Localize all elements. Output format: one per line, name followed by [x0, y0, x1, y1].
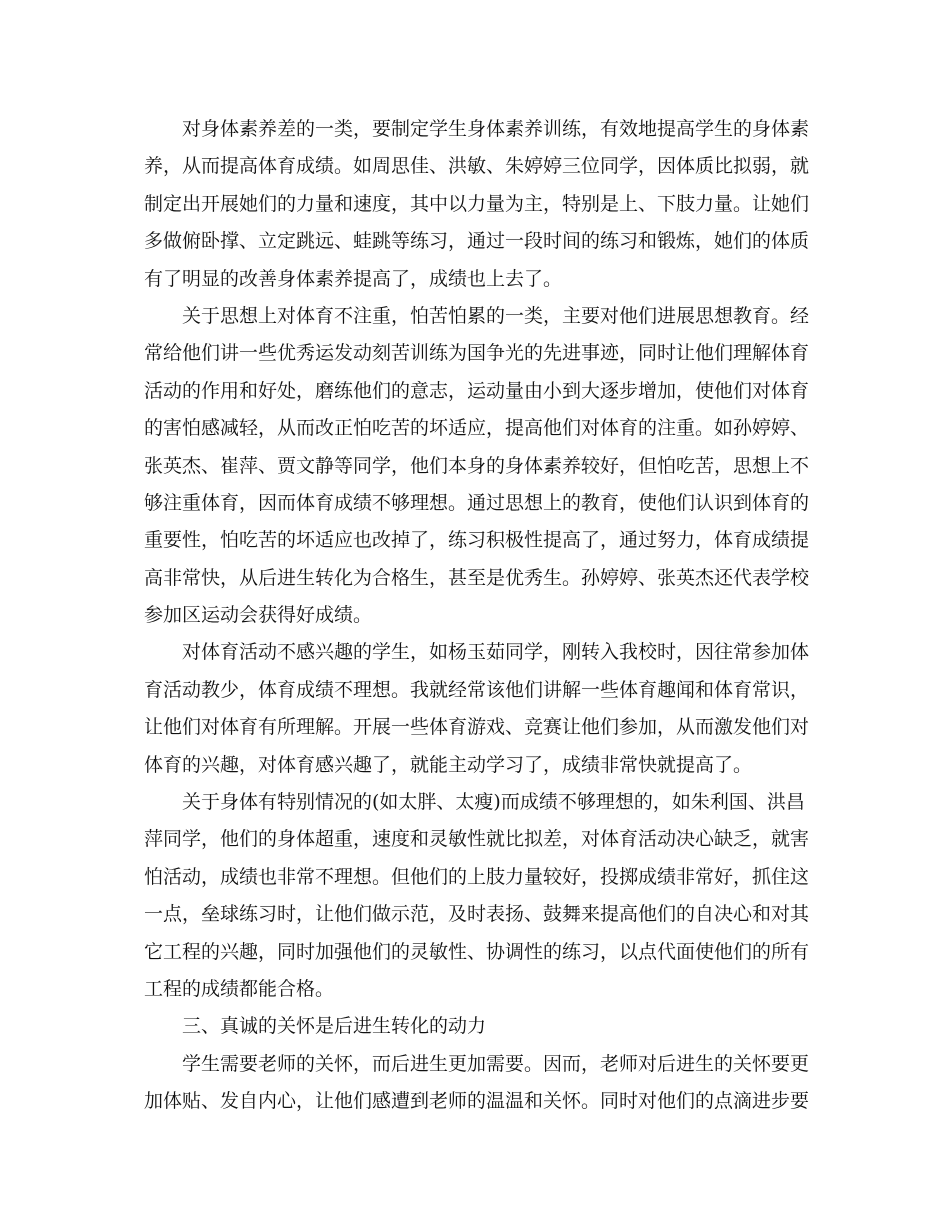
- paragraph-2-line-8: 高非常快，从后进生转化为合格生，甚至是优秀生。孙婷婷、张英杰还代表学校: [144, 566, 810, 589]
- paragraph-3-line-1: 对体育活动不感兴趣的学生，如杨玉茹同学，刚转入我校时，因往常参加体: [182, 641, 810, 664]
- paragraph-4-line-6: 工程的成绩都能合格。: [144, 977, 335, 1000]
- paragraph-4-line-5: 它工程的兴趣，同时加强他们的灵敏性、协调性的练习，以点代面使他们的所有: [144, 940, 810, 963]
- paragraph-4-line-4: 一点，垒球练习时，让他们做示范，及时表扬、鼓舞来提高他们的自决心和对其: [144, 903, 810, 926]
- section-heading: 三、真诚的关怀是后进生转化的动力: [182, 1015, 487, 1038]
- paragraph-1-line-3: 制定出开展她们的力量和速度，其中以力量为主，特别是上、下肢力量。让她们: [144, 192, 810, 215]
- paragraph-1-line-5: 有了明显的改善身体素养提高了，成绩也上去了。: [144, 267, 563, 290]
- paragraph-2-line-6: 够注重体育，因而体育成绩不够理想。通过思想上的教育，使他们认识到体育的: [144, 491, 810, 514]
- paragraph-1-line-1: 对身体素养差的一类，要制定学生身体素养训练，有效地提高学生的身体素: [182, 118, 810, 140]
- paragraph-2-line-2: 常给他们讲一些优秀运发动刻苦训练为国争光的先进事迹，同时让他们理解体育: [144, 342, 810, 365]
- paragraph-3-line-3: 让他们对体育有所理解。开展一些体育游戏、竞赛让他们参加，从而激发他们对: [144, 716, 810, 739]
- paragraph-6-line-2: 加体贴、发自内心，让他们感遭到老师的温温和关怀。同时对他们的点滴进步要: [144, 1090, 810, 1113]
- paragraph-4-line-1: 关于身体有特别情况的(如太胖、太瘦)而成绩不够理想的，如朱利国、洪昌: [182, 791, 805, 814]
- paragraph-2-line-9: 参加区运动会获得好成绩。: [144, 604, 373, 627]
- paragraph-4-line-3: 怕活动，成绩也非常不理想。但他们的上肢力量较好，投掷成绩非常好，抓住这: [144, 865, 810, 888]
- paragraph-2-line-7: 重要性，怕吃苦的坏适应也改掉了，练习积极性提高了，通过努力，体育成绩提: [144, 529, 810, 552]
- paragraph-6-line-1: 学生需要老师的关怀，而后进生更加需要。因而，老师对后进生的关怀要更: [182, 1052, 810, 1075]
- paragraph-3-line-4: 体育的兴趣，对体育感兴趣了，就能主动学习了，成绩非常快就提高了。: [144, 753, 753, 776]
- paragraph-1-line-4: 多做俯卧撑、立定跳远、蛙跳等练习，通过一段时间的练习和锻炼，她们的体质: [144, 230, 810, 253]
- paragraph-2-line-5: 张英杰、崔萍、贾文静等同学，他们本身的身体素养较好，但怕吃苦，思想上不: [144, 454, 810, 477]
- paragraph-2-line-4: 的害怕感减轻，从而改正怕吃苦的坏适应，提高他们对体育的注重。如孙婷婷、: [144, 417, 810, 440]
- paragraph-1-line-2: 养，从而提高体育成绩。如周思佳、洪敏、朱婷婷三位同学，因体质比拟弱，就: [144, 155, 810, 178]
- paragraph-2-line-1: 关于思想上对体育不注重，怕苦怕累的一类，主要对他们进展思想教育。经: [182, 304, 810, 327]
- paragraph-4-line-2: 萍同学，他们的身体超重，速度和灵敏性就比拟差，对体育活动决心缺乏，就害: [144, 828, 810, 851]
- document-body: [144, 111, 810, 1121]
- paragraph-3-line-2: 育活动教少，体育成绩不理想。我就经常该他们讲解一些体育趣闻和体育常识，: [144, 678, 810, 701]
- paragraph-2-line-3: 活动的作用和好处，磨练他们的意志，运动量由小到大逐步增加，使他们对体育: [144, 379, 810, 402]
